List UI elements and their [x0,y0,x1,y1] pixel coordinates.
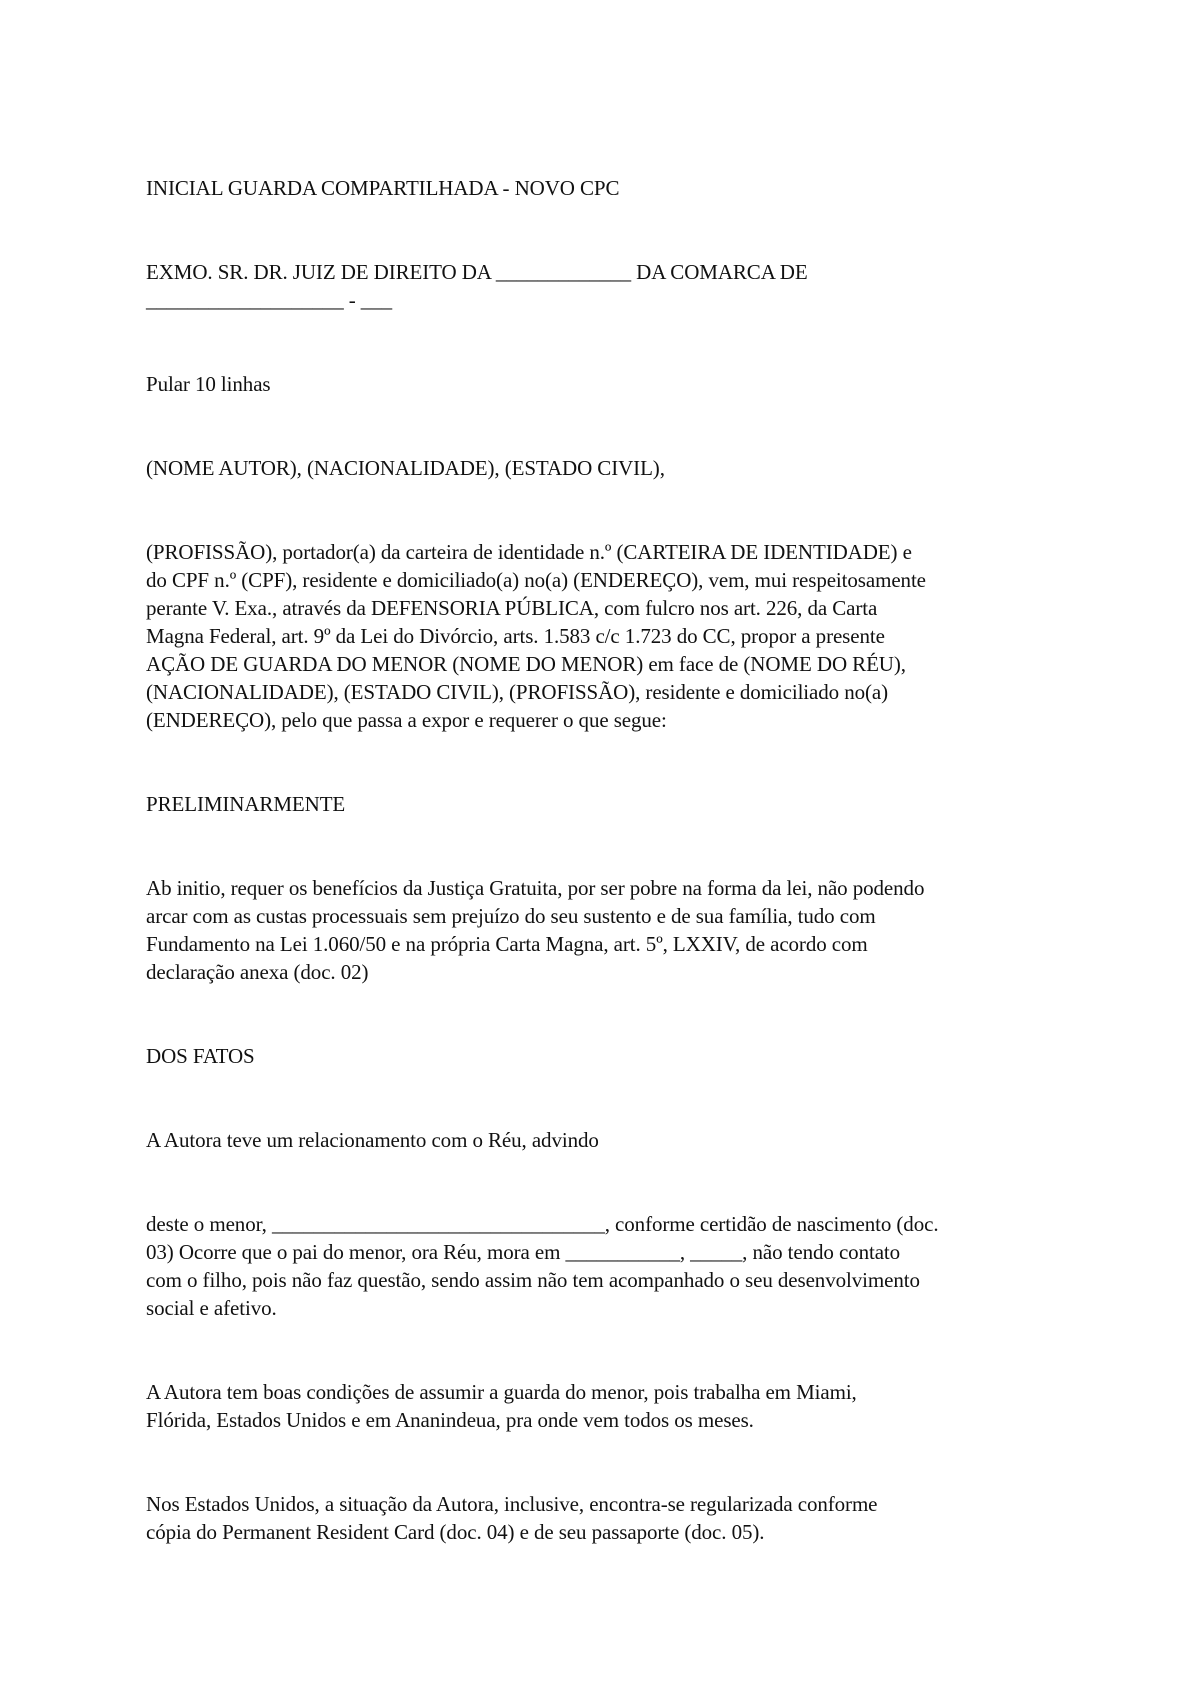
paragraph-line: Magna Federal, art. 9º da Lei do Divórcio, arts. 1.583 c/c 1.723 do CC, propor a presente [146,624,885,648]
paragraph-line: AÇÃO DE GUARDA DO MENOR (NOME DO MENOR) em face de (NOME DO RÉU), [146,652,906,676]
heading-facts: DOS FATOS [146,1044,255,1068]
paragraph-line: do CPF n.º (CPF), residente e domiciliado(a) no(a) (ENDEREÇO), vem, mui respeitosamente [146,568,926,592]
paragraph-line: (PROFISSÃO), portador(a) da carteira de identidade n.º (CARTEIRA DE IDENTIDADE) e [146,540,912,564]
document-title: INICIAL GUARDA COMPARTILHADA - NOVO CPC [146,176,620,200]
skip-lines-note: Pular 10 linhas [146,372,271,396]
paragraph-line: Ab initio, requer os benefícios da Justiça Gratuita, por ser pobre na forma da lei, não podendo [146,876,925,900]
paragraph-line: declaração anexa (doc. 02) [146,960,369,984]
court-address-line: ___________________ - ___ [146,288,392,312]
court-address [146,258,1076,314]
paragraph-line: Nos Estados Unidos, a situação da Autora, inclusive, encontra-se regularizada conforme [146,1492,878,1516]
paragraph-line: Fundamento na Lei 1.060/50 e na própria Carta Magna, art. 5º, LXXIV, de acordo com [146,932,868,956]
qualification-paragraph [146,538,1076,734]
paragraph-line: (ENDEREÇO), pelo que passa a expor e requerer o que segue: [146,708,667,732]
usa-status-paragraph [146,1490,1076,1546]
paragraph-line: cópia do Permanent Resident Card (doc. 04) e de seu passaporte (doc. 05). [146,1520,765,1544]
facts-paragraph [146,1210,1076,1322]
paragraph-line: arcar com as custas processuais sem prejuízo do seu sustento e de sua família, tudo com [146,904,876,928]
paragraph-line: A Autora tem boas condições de assumir a guarda do menor, pois trabalha em Miami, [146,1380,857,1404]
paragraph-line: 03) Ocorre que o pai do menor, ora Réu, mora em ___________, _____, não tendo contato [146,1240,901,1264]
court-address-line: EXMO. SR. DR. JUIZ DE DIREITO DA _____________ DA COMARCA DE [146,260,808,284]
paragraph-line: deste o menor, ________________________________, conforme certidão de nascimento (doc. [146,1212,939,1236]
paragraph-line: social e afetivo. [146,1296,277,1320]
conditions-paragraph [146,1378,1076,1434]
heading-preliminary: PRELIMINARMENTE [146,792,346,816]
paragraph-line: perante V. Exa., através da DEFENSORIA PÚBLICA, com fulcro nos art. 226, da Carta [146,596,878,620]
party-line: (NOME AUTOR), (NACIONALIDADE), (ESTADO CIVIL), [146,456,665,480]
paragraph-line: com o filho, pois não faz questão, sendo assim não tem acompanhado o seu desenvolvimento [146,1268,920,1292]
preliminary-paragraph [146,874,1076,986]
facts-intro: A Autora teve um relacionamento com o Réu, advindo [146,1128,599,1152]
paragraph-line: Flórida, Estados Unidos e em Ananindeua, pra onde vem todos os meses. [146,1408,754,1432]
paragraph-line: (NACIONALIDADE), (ESTADO CIVIL), (PROFISSÃO), residente e domiciliado no(a) [146,680,889,704]
